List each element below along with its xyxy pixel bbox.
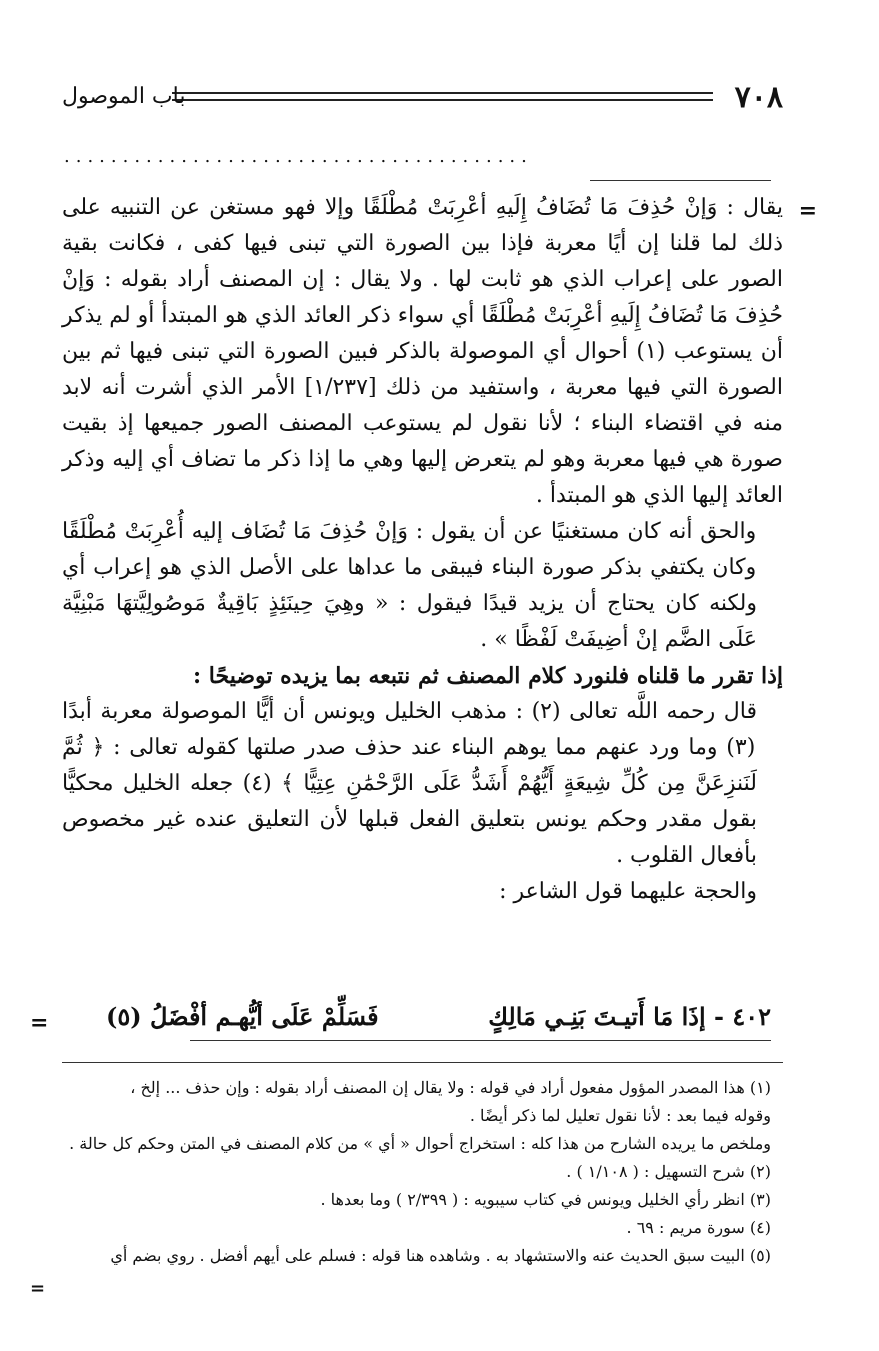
paragraph-1 (62, 190, 783, 514)
verse-underline (190, 1040, 771, 1041)
text-line: الضَّم إنْ أضِيفَتْ لَفْظًا » . (480, 627, 712, 652)
text-line: القلوب . (616, 843, 694, 868)
footnote-continuation-mark: = (30, 1278, 46, 1299)
text-line: لَنَنزِعَنَّ مِن كُلِّ شِيعَةٍ أَيُّهُمْ أَشَدُّ عَلَى الرَّحْمَٰنِ عِتِيًّا ﴾ (٤) جعله الخليل محكيًّا بقول (62, 771, 757, 832)
text-line: إعراب الذي هو ثابت لها . ولا يقال : إن المصنف أراد بقوله : وَإنْ حُذِفَ مَا تُضَافُ (62, 267, 783, 328)
footnote-3: (٣) انظر رأي الخليل ويونس في كتاب سيبويه : ( ٢/٣٩٩ ) وما بعدها . (320, 1190, 771, 1209)
footnote-1: (١) هذا المصدر المؤول مفعول أراد في قوله : ولا يقال إن المصنف أراد بقوله : وإن حذف ... إلخ ، (130, 1078, 771, 1097)
paragraph-2 (62, 514, 783, 658)
footnote-5: (٥) البيت سبق الحديث عنه والاستشهاد به . وشاهده هنا قوله : فسلم على أيهم أفضل . روي بضم أي (110, 1246, 771, 1265)
text-line: مقدر وحكم يونس بتعليق الفعل قبلها لأن التعليق عنده غير مخصوص بأفعال (62, 807, 757, 868)
footnote-1-summary: وملخص ما يريده الشارح من هذا كله : استخراج أحوال « أي » من كلام المصنف في المتن وحكم كل حالة . (69, 1134, 771, 1153)
footnote-rule (62, 1062, 783, 1063)
text-line: وما ورد عنهم مما يوهم البناء عند حذف صدر صلتها كقوله تعالى : ﴿ ثُمَّ (62, 735, 718, 760)
text-line: واستفيد من ذلك [١/٢٣٧] الأمر الذي أشرت أنه لابد منه في اقتضاء البناء ؛ لأنا (62, 375, 783, 436)
verse-first-hemistich: ٤٠٢ - إذَا مَا أَتيـتَ بَنِـي مَالِكٍ (488, 1002, 771, 1031)
text-line: يقال : وَإنْ حُذِفَ مَا تُضَافُ إِلَيهِ أعْرِبَتْ مُطْلَقًا وإلا فهو مستغن عن التنبيه على ذلك (62, 195, 783, 256)
text-line: قال رحمه اللَّه تعالى (٢) : مذهب الخليل ويونس أن أيًّا الموصولة معربة أبدًا (٣) (62, 699, 757, 760)
page-number: ٧٠٨ (734, 80, 783, 115)
transition-heading: إذا تقرر ما قلناه فلنورد كلام المصنف ثم نتبعه بما يزيده توضيحًا : (193, 663, 783, 689)
text-line: أحوال أي الموصولة بالذكر فبين الصورة التي تبنى فيها ثم بين الصورة التي فيها معربة ، (62, 339, 783, 400)
footnote-4: (٤) سورة مريم : ٦٩ . (626, 1218, 771, 1237)
header-rule (172, 92, 713, 94)
paragraph-argument: والحجة عليهما قول الشاعر : (499, 879, 757, 904)
text-line: لما قلنا إن أيًا معربة فإذا بين الصورة التي تبنى فيها كفى ، فكانت بقية الصور على (62, 231, 783, 292)
main-text (62, 190, 783, 910)
footnote-1-cont: وقوله فيما بعد : لأنا نقول تعليل لما ذكر أيضًا . (469, 1106, 771, 1125)
dotted-separator: ........................................ (64, 146, 533, 167)
text-line: وكان يكتفي بذكر صورة البناء فيبقى ما عداها على الأصل الذي هو إعراب أي (62, 555, 757, 580)
continuation-mark: = (798, 198, 817, 224)
paragraph-quote (62, 694, 783, 874)
verse-continuation-mark: = (30, 1010, 49, 1036)
text-line: نقول لم يستوعب المصنف الصور جميعها إذ بقيت صورة هي فيها معربة وهو (62, 411, 783, 472)
header-rule-double (172, 99, 713, 101)
footnote-2: (٢) شرح التسهيل : ( ١/١٠٨ ) . (566, 1162, 771, 1181)
text-line: والحق أنه كان مستغنيًا عن أن يقول : وَإنْ حُذِفَ مَا تُضَاف إليه أُعْرِبَتْ مُطْلَقًا (62, 519, 757, 544)
footnotes (62, 1074, 771, 1270)
verse-second-hemistich: فَسَلِّمْ عَلَى أيُّهـم أفْضَلُ (٥) (106, 1002, 379, 1031)
text-line: ولكنه كان يحتاج أن يزيد قيدًا فيقول : « وهِيَ حِينَئِذٍ بَاقِيةٌ مَوصُولِيَّتهَا مَبْنِيَّة عَلَى (62, 591, 757, 652)
chapter-title: باب الموصول (62, 84, 186, 109)
section-rule (590, 180, 771, 181)
text-line: لم يتعرض إليها وهي ما إذا ذكر ما تضاف أي إليه وذكر العائد إليها الذي هو المبتدأ . (62, 447, 783, 508)
text-line: إِلَيهِ أعْرِبَتْ مُطْلَقًا أي سواء ذكر العائد الذي هو المبتدأ أو لم يذكر أن يستوعب (١) (62, 303, 783, 364)
poetry-verse (106, 1002, 771, 1031)
